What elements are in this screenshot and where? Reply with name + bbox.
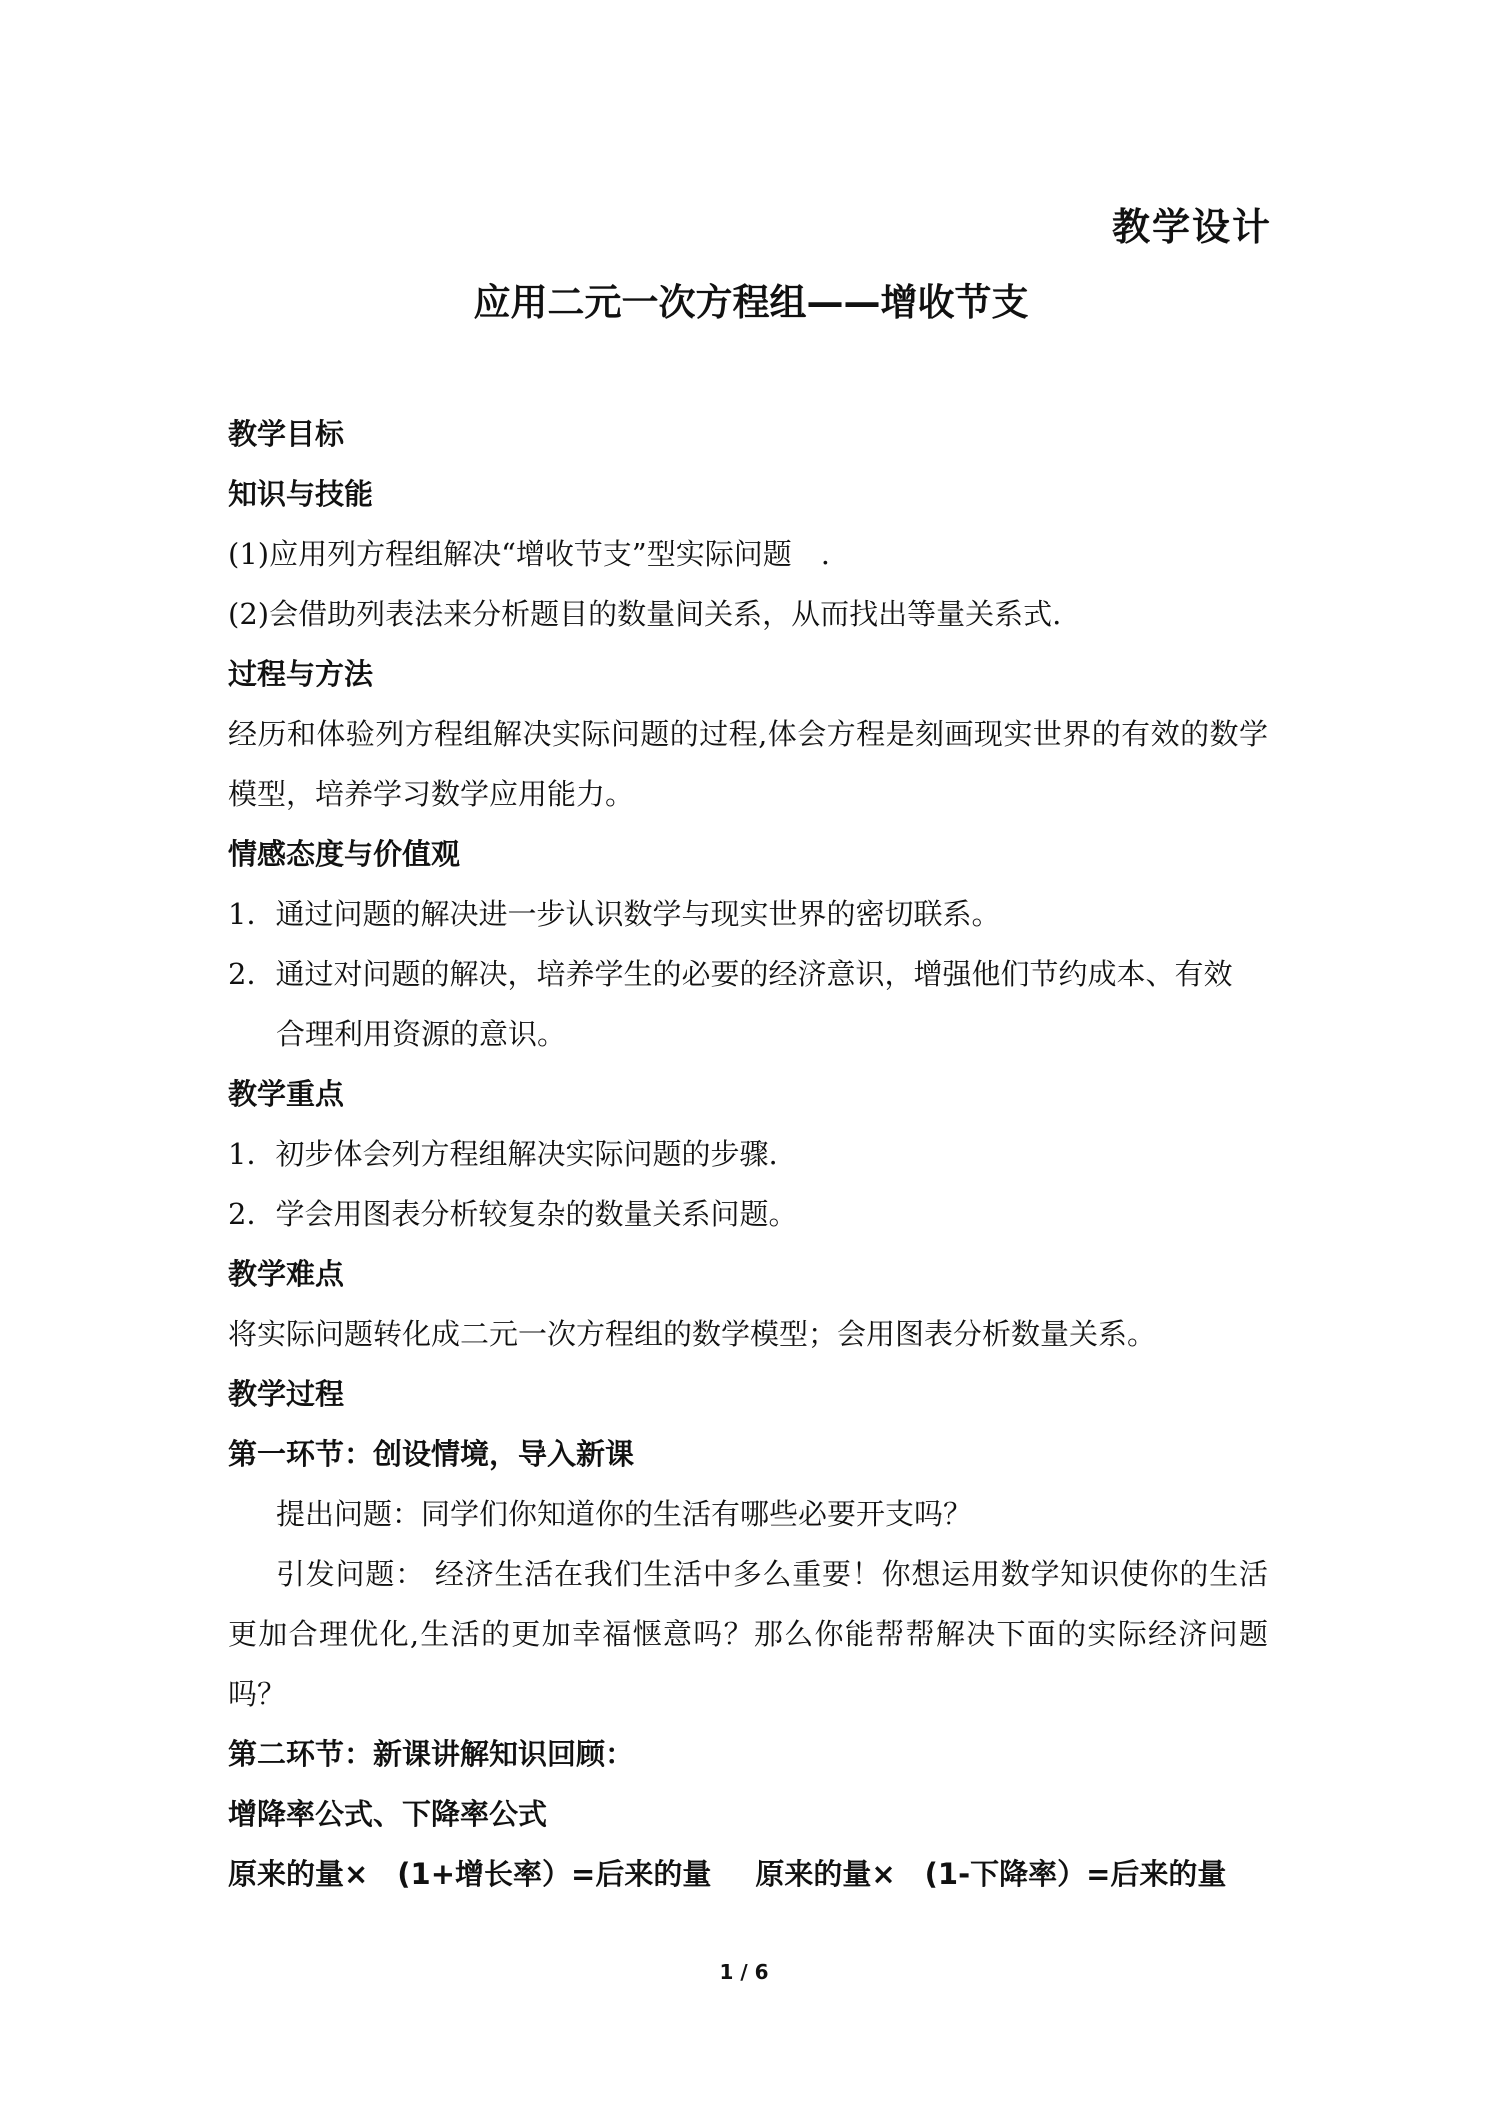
difficulty-text: 将实际问题转化成二元一次方程组的数学模型；会用图表分析数量关系。 — [228, 1317, 1157, 1351]
knowledge-item-1: (1)应用列方程组解决“增收节支”型实际问题 . — [228, 537, 830, 571]
attitude-item-1: 1．通过问题的解决进一步认识数学与现实世界的密切联系。 — [228, 897, 1001, 931]
formula-increase: 原来的量× (1+增长率）=后来的量 — [228, 1857, 712, 1891]
process-paragraph: 经历和体验列方程组解决实际问题的过程,体会方程是刻画现实世界的有效的数学模型，培养学习数学应用能力。 — [228, 717, 1268, 811]
stage-1-question: 提出问题：同学们你知道你的生活有哪些必要开支吗？ — [276, 1497, 973, 1531]
key-point-1: 1．初步体会列方程组解决实际问题的步骤. — [228, 1137, 778, 1171]
section-heading-knowledge: 知识与技能 — [228, 477, 374, 511]
page-title: 应用二元一次方程组——增收节支 — [473, 281, 1029, 324]
section-heading-attitude: 情感态度与价值观 — [228, 837, 461, 871]
section-heading-key-points: 教学重点 — [228, 1077, 345, 1111]
formula-heading: 增降率公式、下降率公式 — [228, 1797, 548, 1831]
attitude-item-2-line-1: 2．通过对问题的解决，培养学生的必要的经济意识，增强他们节约成本、有效 — [228, 957, 1233, 991]
section-heading-process: 过程与方法 — [228, 657, 374, 691]
document-body — [228, 404, 1268, 1904]
section-heading-difficulty: 教学难点 — [228, 1257, 345, 1291]
formula-decrease: 原来的量× (1-下降率）=后来的量 — [755, 1857, 1227, 1891]
formula-line — [228, 1844, 1268, 1904]
knowledge-item-2: (2)会借助列表法来分析题目的数量间关系，从而找出等量关系式. — [228, 597, 1062, 631]
attitude-item-2-line-2: 合理利用资源的意识。 — [276, 1017, 567, 1051]
doc-type-label: 教学设计 — [1111, 205, 1272, 249]
stage-1-heading: 第一环节：创设情境，导入新课 — [228, 1437, 635, 1471]
page-number: 1 / 6 — [719, 1960, 769, 1984]
stage-2-heading: 第二环节：新课讲解知识回顾： — [228, 1737, 635, 1771]
section-heading-procedure: 教学过程 — [228, 1377, 345, 1411]
stage-1-paragraph: 引发问题： 经济生活在我们生活中多么重要！你想运用数学知识使你的生活更加合理优化,生活的更加幸福惬意吗？那么你能帮帮解决下面的实际经济问题吗？ — [228, 1557, 1268, 1711]
section-heading-goals: 教学目标 — [228, 417, 345, 451]
key-point-2: 2．学会用图表分析较复杂的数量关系问题。 — [228, 1197, 798, 1231]
